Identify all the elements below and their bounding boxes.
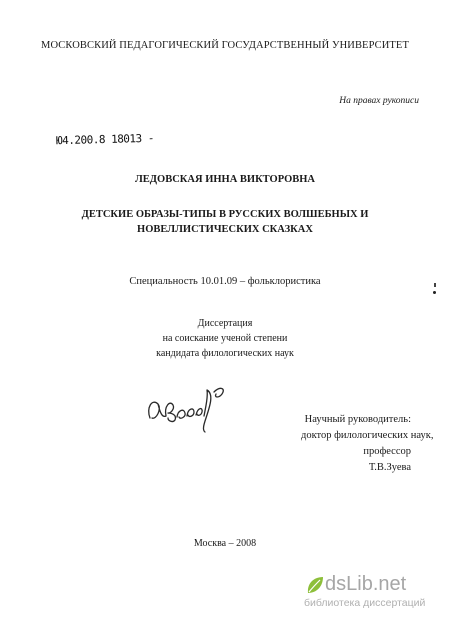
specialty-line: Специальность 10.01.09 – фольклористика [129,276,321,287]
degree-line: кандидата филологических наук [156,348,294,359]
scan-speck [434,283,436,287]
supervisor-block [301,412,434,476]
supervisor-line: Т.В.Зуева [368,462,411,473]
title-line: НОВЕЛЛИСТИЧЕСКИХ СКАЗКАХ [137,224,313,235]
logo-ds: ds [325,573,347,595]
title-line: ДЕТСКИЕ ОБРАЗЫ-ТИПЫ В РУССКИХ ВОЛШЕБНЫХ И [81,209,369,220]
leaf-logo-icon [304,574,326,596]
supervisor-line: профессор [363,446,411,457]
supervisor-line: Научный руководитель: [304,414,411,425]
logo-subtitle: библиотека диссертаций [304,597,426,609]
handwritten-signature [144,378,234,436]
dslib-watermark[interactable] [304,574,446,614]
city-year: Москва – 2008 [193,538,257,549]
supervisor-line: доктор филологических наук, [301,430,434,441]
university-name: МОСКОВСКИЙ ПЕДАГОГИЧЕСКИЙ ГОСУДАРСТВЕННЫЙ УНИВЕРСИТЕТ [41,40,409,51]
author-name: ЛЕДОВСКАЯ ИННА ВИКТОРОВНА [134,174,315,185]
degree-line: Диссертация [197,318,253,329]
logo-net: .net [372,573,407,595]
registration-stamp: Ю4.200.8 18013 - [55,131,155,148]
dissertation-degree [0,316,450,361]
logo-lib: Lib [346,573,373,595]
degree-line: на соискание ученой степени [162,333,288,344]
scan-dot [433,291,436,294]
dissertation-title [0,207,450,237]
logo-wordmark [325,573,406,596]
rights-notice: На правах рукописи [339,96,419,106]
